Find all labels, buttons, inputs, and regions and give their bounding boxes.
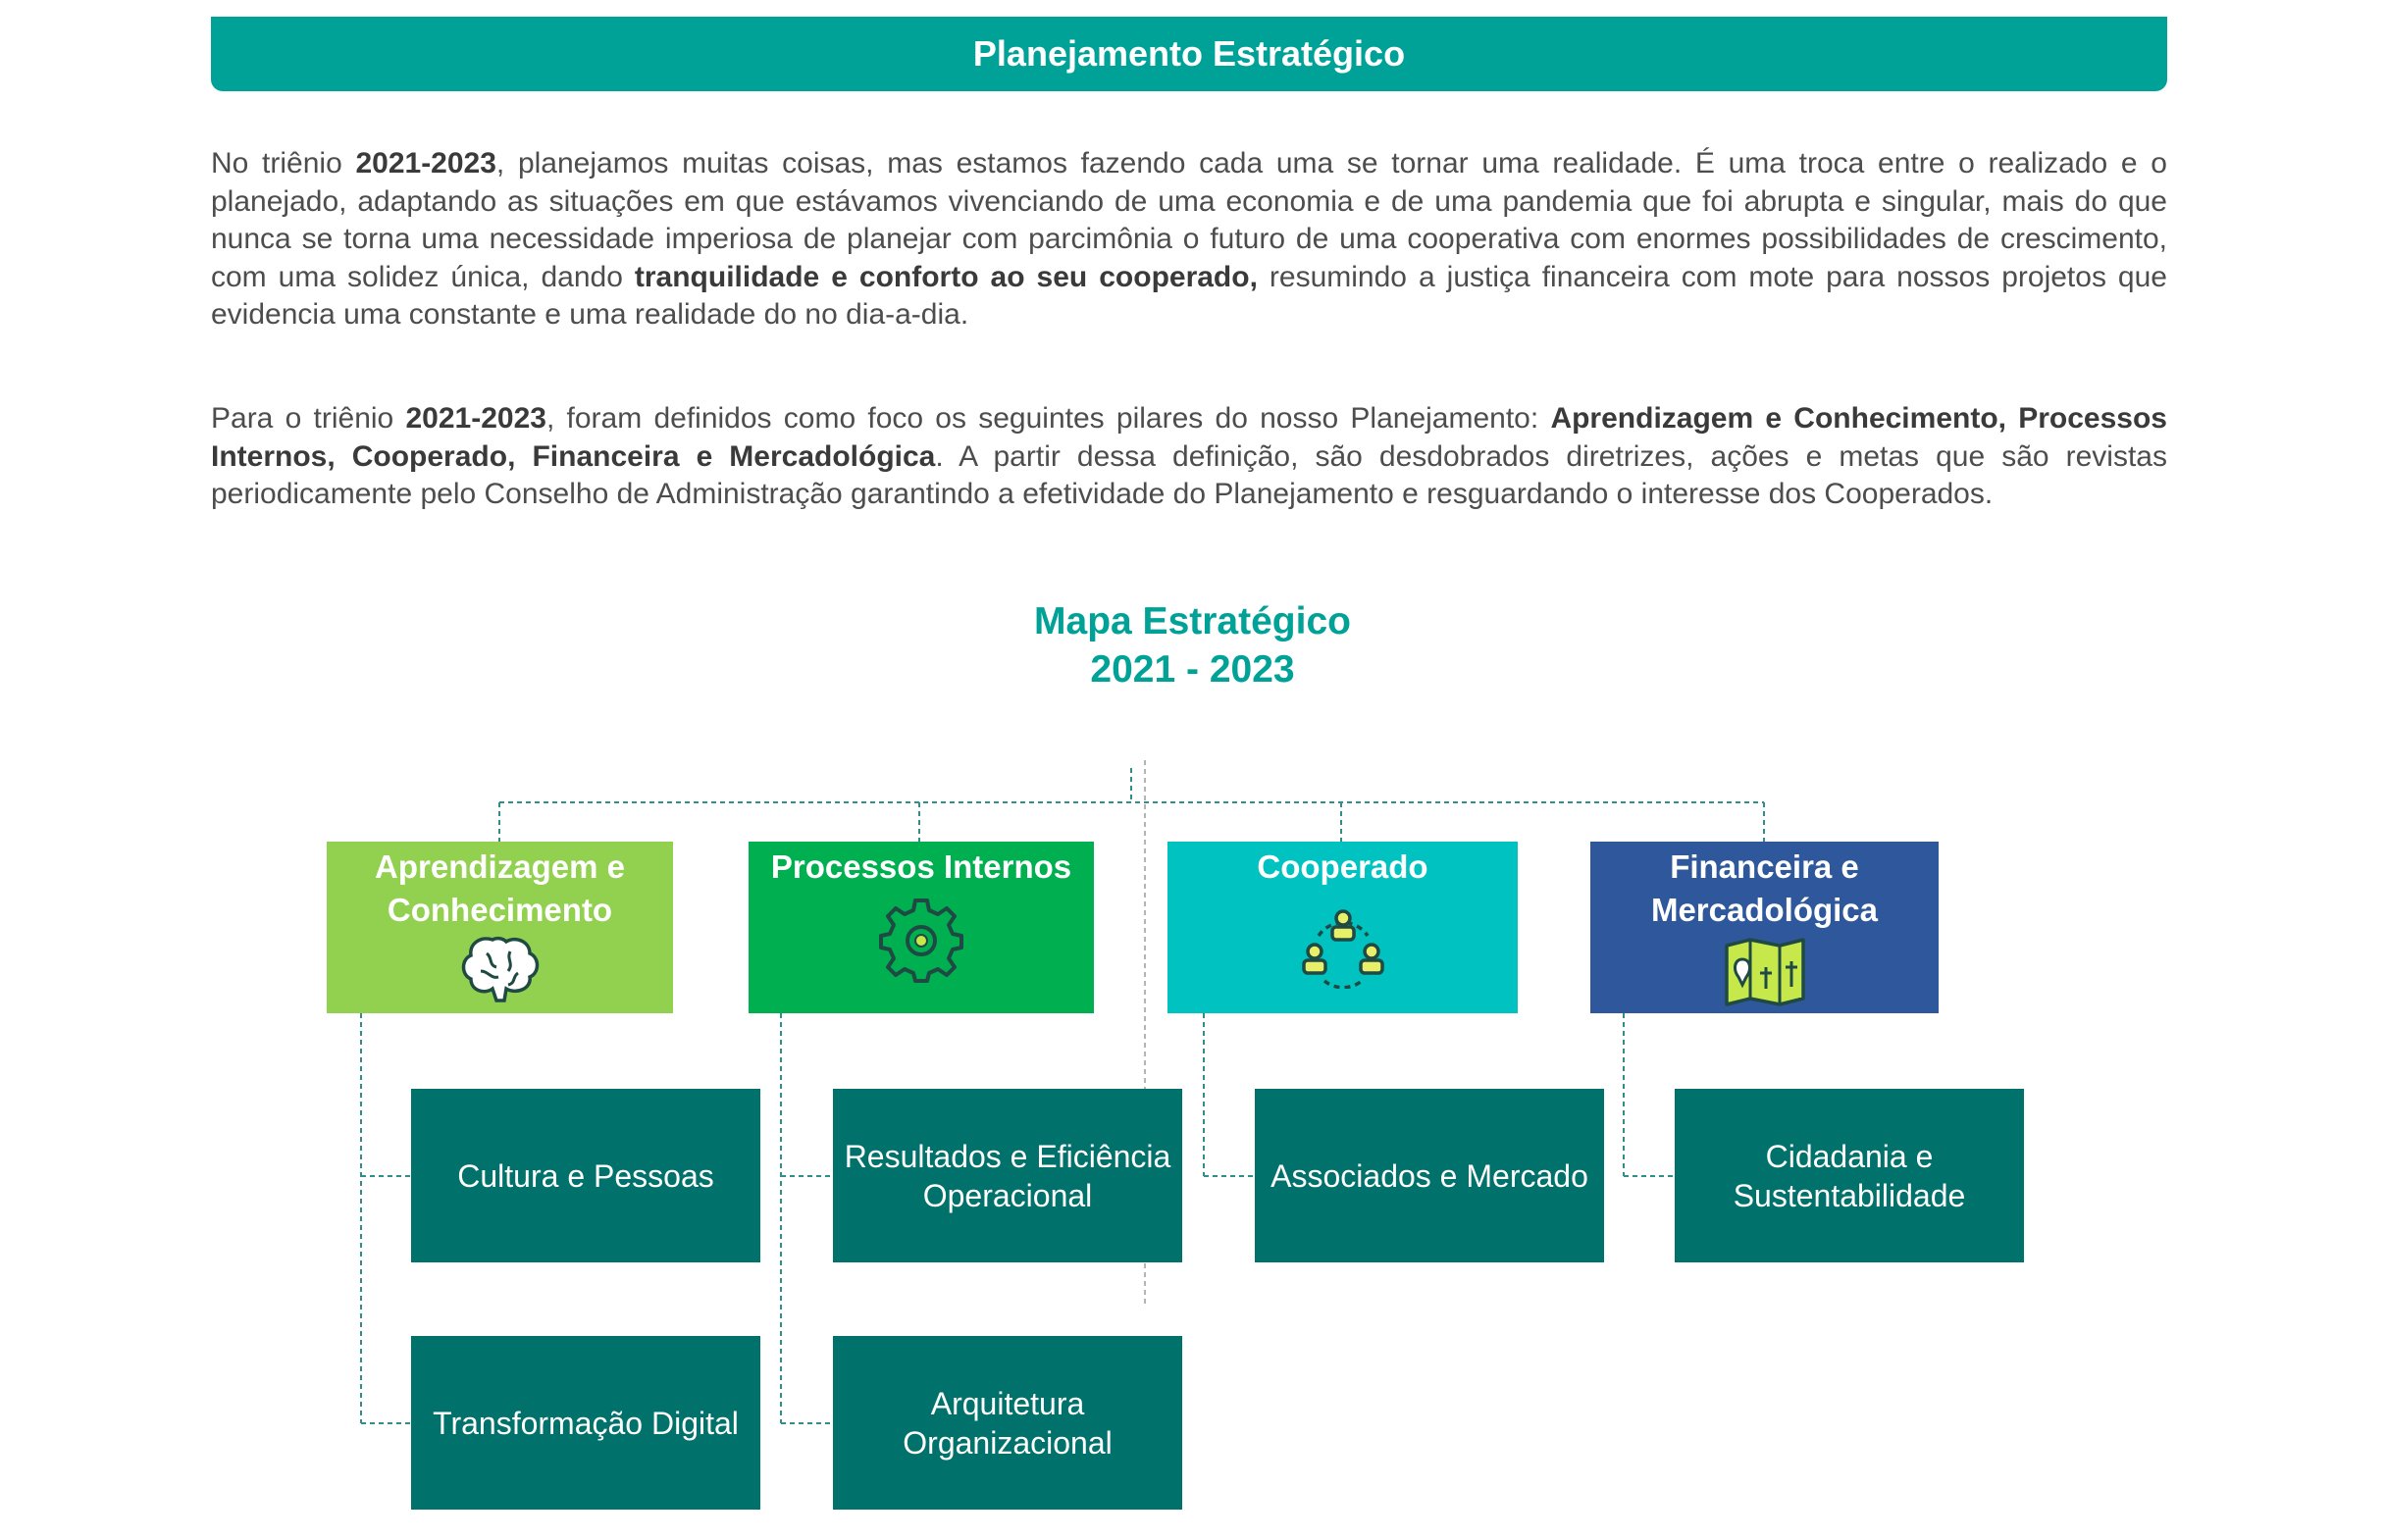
pillar-processos-internos: [749, 842, 1094, 1013]
pillar-cooperado: [1167, 842, 1518, 1013]
pillar-aprendizagem-conhecimento: [327, 842, 673, 1013]
sub-label: Cultura e Pessoas: [457, 1157, 714, 1194]
sub-cultura-pessoas: [411, 1089, 760, 1262]
paragraph-bold-text: Aprendizagem e Conhecimento, Processos Internos, Cooperado, Financeira e Mercadológica: [211, 402, 2167, 473]
map-icon: [1723, 938, 1807, 1006]
sub-resultados-eficiencia: [833, 1089, 1182, 1262]
section-title: Planejamento Estratégico: [972, 33, 1406, 74]
paragraph-text: No triênio: [211, 147, 356, 180]
paragraph-text: resumindo a justiça financeira com mote para nossos projetos que evidencia uma constante e uma realidade do no dia-a-dia.: [211, 260, 2167, 331]
paragraph-text: . A partir dessa definição, são desdobrados diretrizes, ações e metas que são revistas periodicamente pelo Conselho de Administração garantindo a efetividade do Planejamento e resguardando o interesse dos Cooperados.: [211, 439, 2167, 510]
sub-label: Arquitetura Organizacional: [903, 1385, 1113, 1461]
people-network-icon: [1299, 906, 1387, 989]
paragraph-bold-text: tranquilidade e conforto ao seu cooperado,: [634, 260, 1258, 293]
sub-transformacao-digital: [411, 1336, 760, 1510]
pillar-title: Financeira e Mercadológica: [1650, 848, 1879, 928]
strategic-map-title: Mapa Estratégico: [1034, 600, 1351, 642]
pillar-title: Cooperado: [1257, 848, 1428, 885]
paragraph-text: , planejamos muitas coisas, mas estamos fazendo cada uma se tornar uma realidade. É uma troca entre o realizado e o planejado, adaptando as situações em que estávamos vivenciando de uma economia e de uma pandemia que foi abrupta e singular, mais do que nunca se torna uma necessidade imperiosa de planejar com parcimônia o futuro de uma cooperativa com enormes possibilidades de crescimento, com uma solidez única, dando: [211, 147, 2167, 293]
sub-label: Associados e Mercado: [1270, 1157, 1588, 1194]
pillar-financeira-mercadologica: [1590, 842, 1939, 1013]
strategic-map-period: 2021 - 2023: [1090, 648, 1295, 691]
sub-associados-mercado: [1255, 1089, 1604, 1262]
pillar-title: Aprendizagem e Conhecimento: [375, 848, 625, 928]
pillar-title: Processos Internos: [770, 848, 1072, 885]
paragraph-bold-text: 2021-2023: [405, 402, 546, 435]
sub-label: Cidadania e Sustentabilidade: [1733, 1138, 1966, 1213]
sub-cidadania-sustentabilidade: [1675, 1089, 2024, 1262]
gear-icon: [877, 897, 965, 985]
sub-arquitetura-organizacional: [833, 1336, 1182, 1510]
paragraph-bold-text: 2021-2023: [355, 147, 496, 180]
paragraph-text: Para o triênio: [211, 402, 406, 435]
brain-icon: [459, 932, 542, 1008]
sub-label: Transformação Digital: [433, 1405, 739, 1441]
sub-label: Resultados e Eficiência Operacional: [844, 1138, 1171, 1213]
paragraph-text: , foram definidos como foco os seguintes pilares do nosso Planejamento:: [545, 402, 1551, 435]
